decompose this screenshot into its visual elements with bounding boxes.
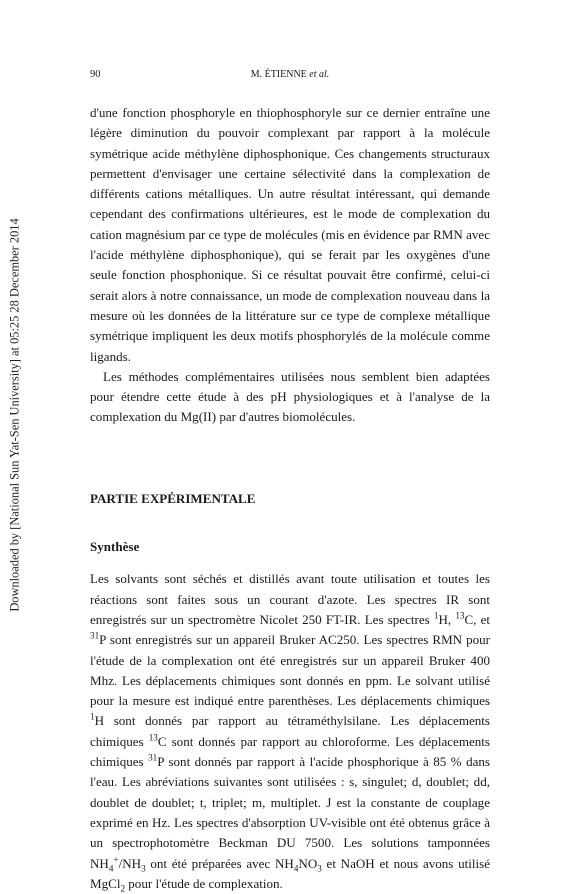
exp-text-c: C, et: [464, 611, 490, 627]
exp-text-after-nh3: ont été préparées avec NH: [145, 855, 294, 871]
sub-nh4: 4: [108, 863, 114, 874]
exp-text-no3: NO: [298, 855, 318, 871]
sup-1h-2: 1: [90, 712, 95, 723]
exp-text-h2: H sont donnés par rapport au tétraméthylsilane. Les déplacements chimiques: [90, 713, 490, 749]
page-header: [90, 69, 490, 85]
paragraph-conclusion-2: Les méthodes complémentaires utilisées nous semblent bien adaptées pour étendre cette étude à des pH physiologiques et à l'analyse de la complexation du Mg(II) par d'autres biomolécules.: [90, 368, 490, 425]
exp-text-p2: P sont donnés par rapport à l'acide phosphorique à 85 % dans l'eau. Les abréviations suivantes sont utilisées : s, singulet; d, doublet; dd, doublet de doublet; t, triplet; m, multiplet. J est la constante de couplage exprimé en Hz. Les spectres d'absorption UV-visible ont été obtenus grâce à un spectrophotomètre Beckman DU 7500. Les solutions tamponnées NH: [90, 754, 490, 871]
running-head: [90, 69, 490, 80]
paragraph-experimental: [90, 569, 490, 894]
exp-text-1: Les solvants sont séchés et distillés avant toute utilisation et toutes les réactions sont faites sous un courant d'azote. Les spectres IR sont enregistrés sur un spectromètre Nicolet 250 FT-IR. Les spectres: [90, 571, 490, 627]
paragraph-conclusion-1: d'une fonction phosphoryle en thiophosphoryle sur ce dernier entraîne une légère diminution du pouvoir complexant par rapport à la molécule symétrique acide méthylène diphosphonique. Ces changements structuraux permettent d'envisager une certaine sélectivité dans la complexation de différents cations métalliques. Un autre résultat intéressant, qui demande cependant des confirmations ultérieures, est le mode de complexation du cation magnésium par ce type de molécules (mis en évidence par RMN avec l'acide méthylène diphosphonique), qui se ferait par les oxygènes d'une seule fonction phosphonique. Si ce résultat pouvait être confirmé, celui-ci serait alors à notre connaissance, un mode de complexation nouveau dans la mesure où les données de la littérature sur ce type de complexe métallique symétrique impliquent les deux motifs phosphorylés de la molécule comme ligands.: [90, 105, 490, 364]
page-body: [90, 103, 490, 894]
author-name: M. ÉTIENNE: [250, 69, 307, 80]
exp-text-end: pour l'étude de complexation.: [125, 875, 283, 891]
sup-13c: 13: [455, 610, 465, 621]
sub-mgcl2: 2: [120, 883, 126, 894]
page-number: 90: [90, 69, 101, 80]
subsection-title: Synthèse: [90, 539, 140, 555]
download-watermark: [6, 0, 24, 863]
exp-text-c2: C sont donnés par rapport au chloroforme. Les déplacements chimiques: [90, 733, 490, 770]
exp-text-nh3: /NH: [118, 855, 142, 871]
exp-text-h: H,: [438, 611, 456, 627]
sup-1h: 1: [433, 610, 439, 621]
section-title: PARTIE EXPÉRIMENTALE: [90, 490, 256, 506]
author-suffix: et al.: [309, 69, 330, 80]
sup-31p-2: 31: [148, 752, 158, 763]
sup-31p: 31: [90, 630, 100, 641]
exp-text-p: P sont enregistrés sur un appareil Bruker AC250. Les spectres RMN pour l'étude de la complexation ont été enregistrés sur un appareil Bruker 400 Mhz. Les déplacements chimiques sont donnés en ppm. Le solvant utilisé pour la mesure est indiqué entre parenthèses. Les déplacements chimiques: [90, 632, 490, 709]
sub-no3: 3: [317, 863, 322, 874]
exp-text-after-no3: et NaOH et nous avons utilisé MgCl: [90, 855, 491, 891]
sub-nh4-no3: 4: [293, 863, 299, 874]
sup-13c-2: 13: [148, 732, 158, 743]
sub-nh3: 3: [141, 863, 146, 874]
download-note-text: Downloaded by [National Sun Yat-Sen University] at 05:25 28 December 2014: [7, 218, 22, 612]
sup-plus: +: [113, 854, 119, 865]
